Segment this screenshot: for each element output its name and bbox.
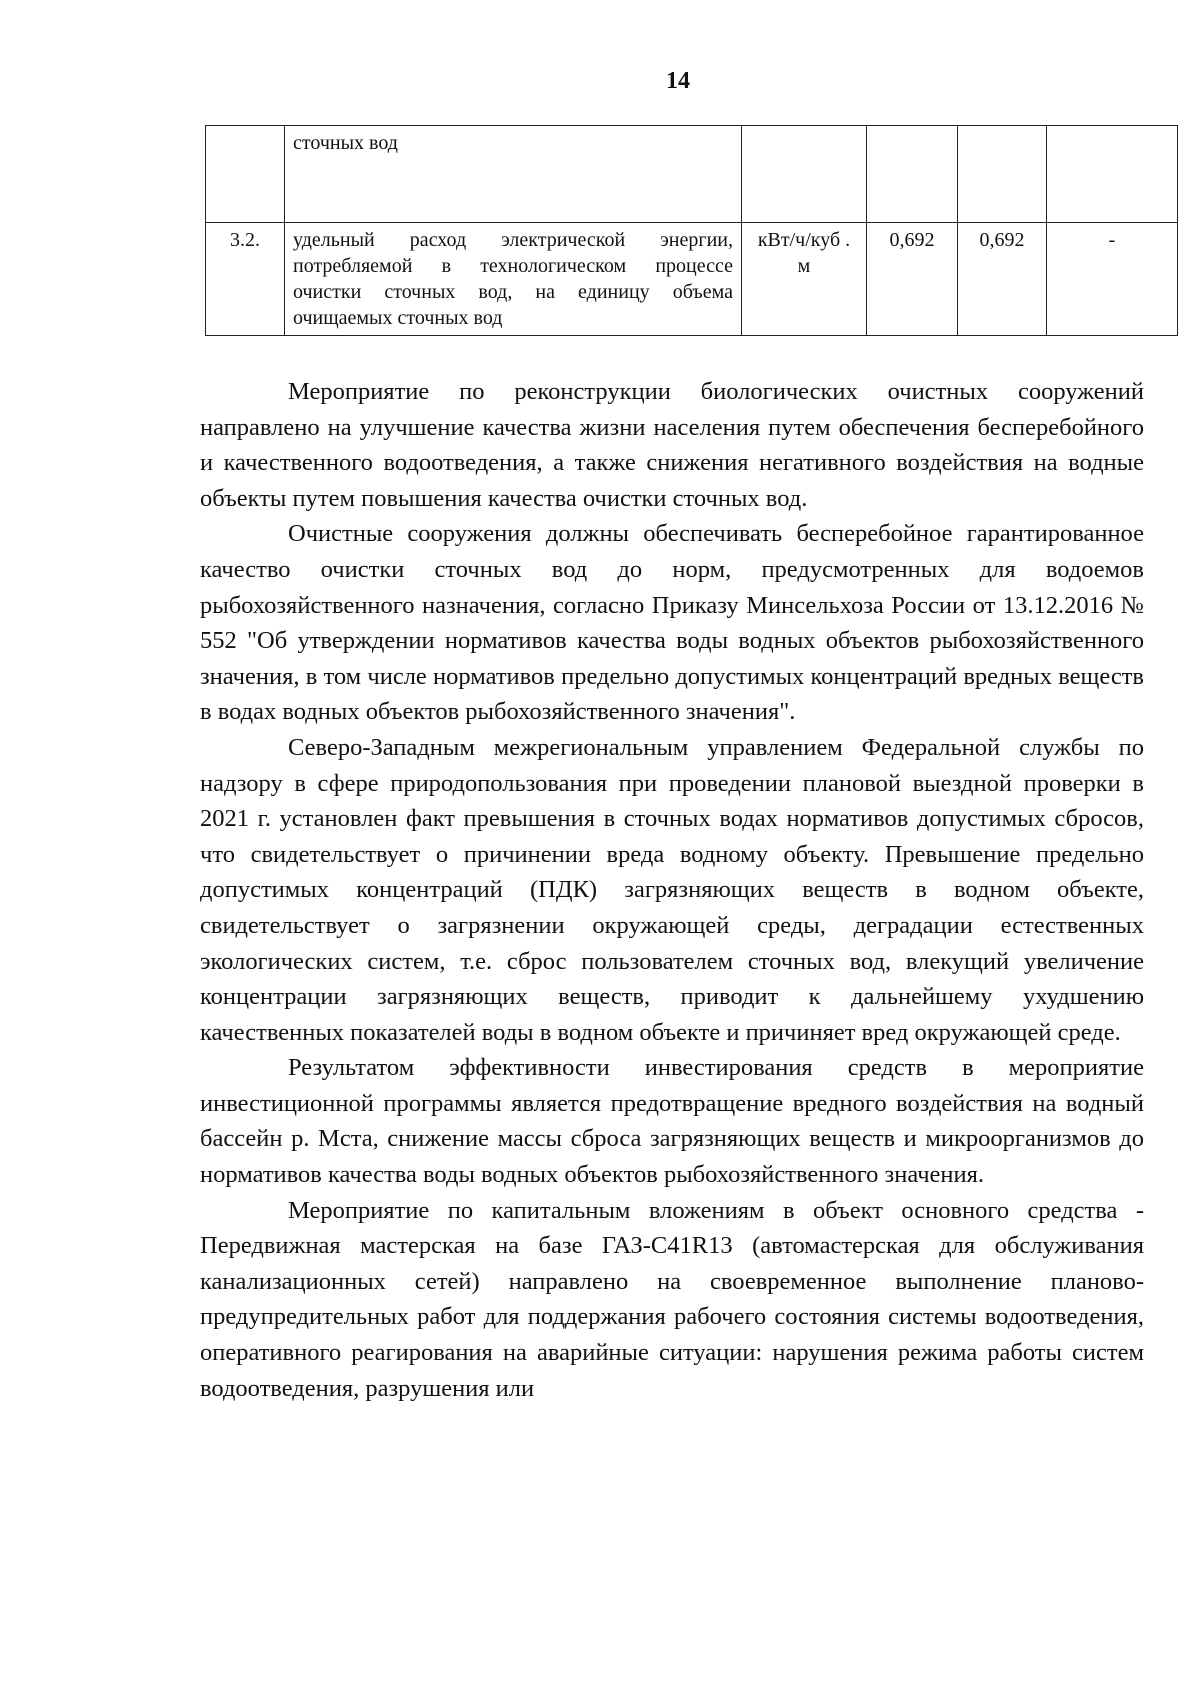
table-cell-number — [206, 126, 285, 223]
table-cell-value — [958, 126, 1047, 223]
table-cell-number: 3.2. — [206, 223, 285, 336]
paragraph: Мероприятие по капитальным вложениям в объект основного средства - Передвижная мастерская на базе ГАЗ-С41R13 (автомастерская для обслуживания канализационных сетей) направлено на своевременное выполнение планово-предупредительных работ для поддержания рабочего состояния системы водоотведения, оперативного реагирования на аварийные ситуации: нарушения режима работы систем водоотведения, разрушения или — [200, 1196, 1144, 1402]
paragraph: Северо-Западным межрегиональным управлением Федеральной службы по надзору в сфере природопользования при проведении плановой выездной проверки в 2021 г. установлен факт превышения в сточных водах нормативов допустимых сбросов, что свидетельствует о причинении вреда водному объекту. Превышение предельно допустимых концентраций (ПДК) загрязняющих веществ в водном объекте, свидетельствует о загрязнении окружающей среды, деградации естественных экологических систем, т.е. сброс пользователем сточных вод, влекущий увеличение концентрации загрязняющих веществ, приводит к дальнейшему ухудшению качественных показателей воды в водном объекте и причиняет вред окружающей среде. — [200, 733, 1144, 1046]
page-number: 14 — [666, 68, 690, 94]
table-cell-unit: кВт/ч/куб . м — [742, 223, 867, 336]
document-body — [200, 374, 1144, 1406]
table-cell-value — [867, 126, 958, 223]
paragraph: Мероприятие по реконструкции биологических очистных сооружений направлено на улучшение качества жизни населения путем обеспечения бесперебойного и качественного водоотведения, а также снижения негативного воздействия на водные объекты путем повышения качества очистки сточных вод. — [200, 378, 1144, 512]
table-cell-value: - — [1047, 223, 1178, 336]
table-cell-value — [1047, 126, 1178, 223]
paragraph: Очистные сооружения должны обеспечивать бесперебойное гарантированное качество очистки сточных вод до норм, предусмотренных для водоемов рыбохозяйственного назначения, согласно Приказу Минсельхоза России от 13.12.2016 № 552 "Об утверждении нормативов качества воды водных объектов рыбохозяйственного значения, в том числе нормативов предельно допустимых концентраций вредных веществ в водах водных объектов рыбохозяйственного значения". — [200, 520, 1144, 726]
table-cell-value: 0,692 — [867, 223, 958, 336]
table-row — [206, 126, 1178, 223]
indicators-table — [205, 125, 1178, 336]
table-cell-name: сточных вод — [285, 126, 742, 223]
table-cell-unit — [742, 126, 867, 223]
table-cell-value: 0,692 — [958, 223, 1047, 336]
table-row — [206, 223, 1178, 336]
table-cell-name: удельный расход электрической энергии, потребляемой в технологическом процессе очистки сточных вод, на единицу объема очищаемых сточных вод — [285, 223, 742, 336]
paragraph: Результатом эффективности инвестирования средств в мероприятие инвестиционной программы является предотвращение вредного воздействия на водный бассейн р. Мста, снижение массы сброса загрязняющих веществ и микроорганизмов до нормативов качества воды водных объектов рыбохозяйственного значения. — [200, 1054, 1144, 1189]
